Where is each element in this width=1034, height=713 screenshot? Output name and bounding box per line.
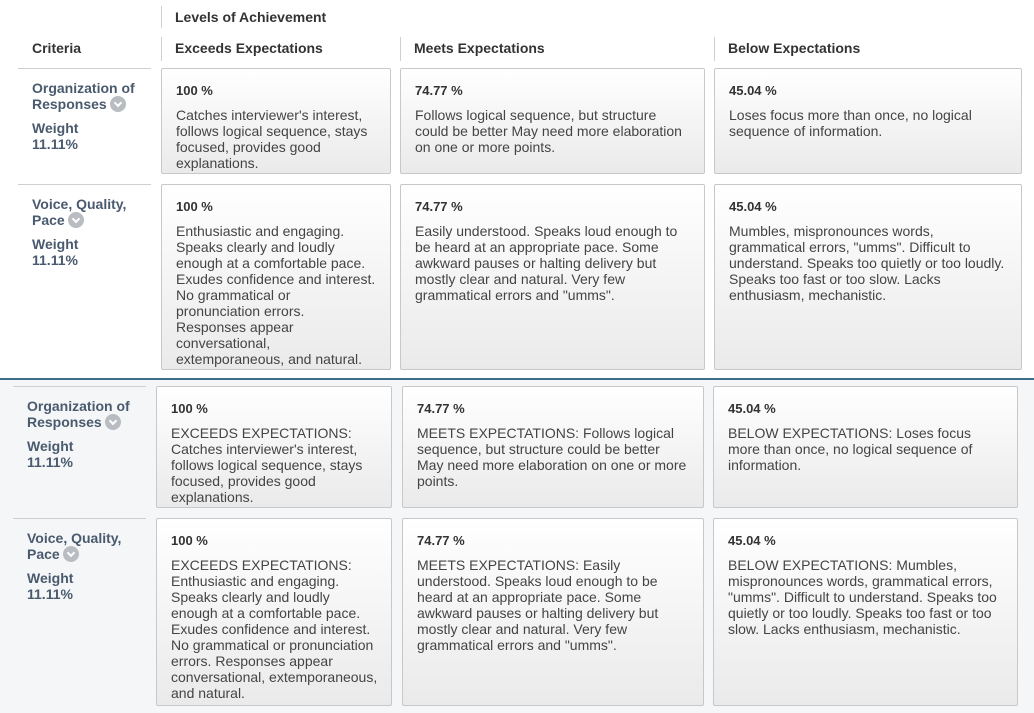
criterion-voice [27, 530, 145, 602]
cell-description: BELOW EXPECTATIONS: Mumbles, mispronounces words, grammatical errors, "umms". Difficult to understand. Speaks too quietly or too loudly. Speaks too fast or too slow. Lacks enthusiasm, mechanistic. [728, 557, 997, 637]
chevron-down-icon[interactable] [68, 212, 84, 228]
points-value: 100 % [171, 401, 208, 416]
chevron-down-icon[interactable] [110, 96, 126, 112]
cell-description: MEETS EXPECTATIONS: Follows logical sequence, but structure could be better May need more elaboration on one or more points. [417, 425, 687, 489]
chevron-down-icon[interactable] [63, 546, 79, 562]
points-value: 45.04 % [728, 533, 776, 548]
levels-of-achievement-heading: Levels of Achievement [175, 9, 327, 25]
weight-value: 11.11% [32, 252, 78, 268]
criterion-organization [27, 398, 145, 470]
points-value: 100 % [171, 533, 208, 548]
column-header-below: Below Expectations [728, 40, 861, 56]
weight-label: Weight [32, 120, 79, 136]
weight-value: 11.11% [32, 136, 78, 152]
rubric-cell-below[interactable] [713, 518, 1018, 706]
rubric-cell-meets[interactable] [400, 68, 705, 174]
rubric-cell-below[interactable] [714, 184, 1022, 370]
points-value: 100 % [176, 199, 213, 214]
cell-description: MEETS EXPECTATIONS: Easily understood. Speaks loud enough to be heard at an appropriate pace. Some awkward pauses or halting delivery but mostly clear and natural. Very few grammatical errors and "umms". [417, 557, 659, 653]
criteria-column-header: Criteria [32, 40, 82, 56]
weight-label: Weight [32, 236, 79, 252]
chevron-down-icon[interactable] [105, 414, 121, 430]
criterion-organization [32, 80, 150, 152]
criterion-name: Voice, Quality, Pace [32, 196, 127, 228]
cell-description: BELOW EXPECTATIONS: Loses focus more than once, no logical sequence of information. [728, 425, 973, 473]
cell-description: Enthusiastic and engaging. Speaks clearly and loudly enough at a comfortable pace. Exudes confidence and interest. No grammatical or pronunciation errors. Responses appear conversational, extemporaneous, and natural. [176, 223, 376, 367]
rubric-cell-exceeds[interactable] [161, 68, 391, 174]
rubric-cell-below[interactable] [713, 386, 1018, 508]
rubric-cell-exceeds[interactable] [156, 518, 392, 706]
weight-label: Weight [27, 570, 74, 586]
criterion-name: Organization of Responses [32, 80, 135, 112]
rubric-cell-meets[interactable] [402, 386, 704, 508]
points-value: 45.04 % [729, 83, 777, 98]
rubric-cell-exceeds[interactable] [161, 184, 391, 370]
weight-value: 11.11% [27, 454, 73, 470]
points-value: 74.77 % [415, 83, 463, 98]
points-value: 45.04 % [728, 401, 776, 416]
criterion-name: Voice, Quality, Pace [27, 530, 122, 562]
column-header-meets: Meets Expectations [414, 40, 545, 56]
section-divider [0, 378, 1034, 380]
criterion-name: Organization of Responses [27, 398, 130, 430]
rubric-cell-meets[interactable] [400, 184, 705, 370]
points-value: 100 % [176, 83, 213, 98]
rubric-cell-exceeds[interactable] [156, 386, 392, 508]
rubric-cell-meets[interactable] [402, 518, 704, 706]
points-value: 74.77 % [417, 401, 465, 416]
cell-description: EXCEEDS EXPECTATIONS: Enthusiastic and engaging. Speaks clearly and loudly enough at a comfortable pace. Exudes confidence and interest. No grammatical or pronunciation errors. Responses appear conversational, extemporaneous, and natural. [171, 557, 378, 701]
cell-description: Easily understood. Speaks loud enough to be heard at an appropriate pace. Some awkward pauses or halting delivery but mostly clear and natural. Very few grammatical errors and "umms". [415, 223, 678, 303]
rubric-cell-below[interactable] [714, 68, 1022, 174]
weight-label: Weight [27, 438, 74, 454]
points-value: 74.77 % [415, 199, 463, 214]
points-value: 74.77 % [417, 533, 465, 548]
cell-description: Follows logical sequence, but structure could be better May need more elaboration on one or more points. [415, 107, 682, 155]
criterion-voice [32, 196, 150, 268]
points-value: 45.04 % [729, 199, 777, 214]
weight-value: 11.11% [27, 586, 73, 602]
cell-description: Catches interviewer's interest, follows logical sequence, stays focused, provides good explanations. [176, 107, 368, 171]
cell-description: Loses focus more than once, no logical sequence of information. [729, 107, 972, 139]
cell-description: Mumbles, mispronounces words, grammatical errors, "umms". Difficult to understand. Speaks too quietly or too loudly. Speaks too fast or too slow. Lacks enthusiasm, mechanistic. [729, 223, 1005, 303]
column-header-exceeds: Exceeds Expectations [175, 40, 323, 56]
cell-description: EXCEEDS EXPECTATIONS: Catches interviewer's interest, follows logical sequence, stays focused, provides good explanations. [171, 425, 363, 505]
